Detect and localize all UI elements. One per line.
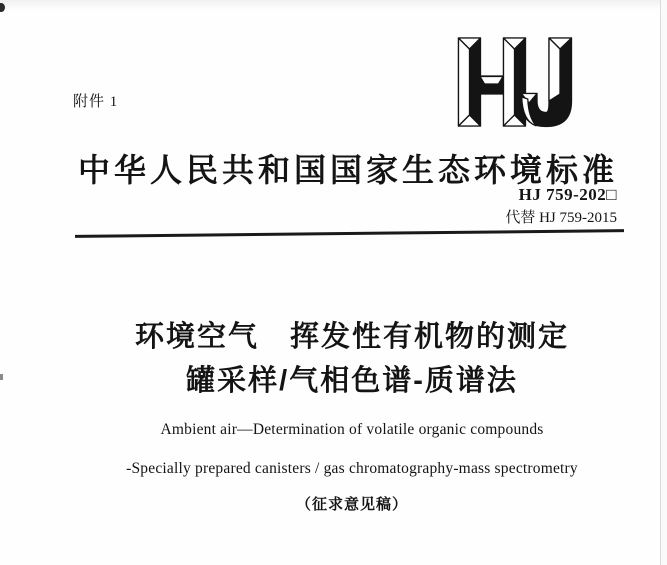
- title-en-line2: -Specially prepared canisters / gas chromatography-mass spectrometry: [126, 460, 578, 477]
- standard-number: HJ 759-202□: [518, 185, 617, 204]
- title-cn-line2: 罐采样/气相色谱-质谱法: [186, 365, 518, 397]
- draft-note: （征求意见稿）: [295, 496, 408, 513]
- title-cn-line1: 环境空气 挥发性有机物的测定: [134, 321, 569, 353]
- standard-heading: 中华人民共和国国家生态环境标准: [78, 152, 619, 188]
- hj-logo-icon: [457, 37, 589, 129]
- header-rule: [75, 229, 624, 237]
- scan-fold-line: [660, 0, 661, 565]
- scan-artifact-top-left: [0, 3, 5, 12]
- scan-artifact-left-edge: [0, 374, 3, 380]
- replaces-note: 代替 HJ 759-2015: [505, 210, 617, 226]
- title-en-line1: Ambient air—Determination of volatile organic compounds: [160, 421, 544, 438]
- attachment-label: 附件 1: [73, 94, 119, 110]
